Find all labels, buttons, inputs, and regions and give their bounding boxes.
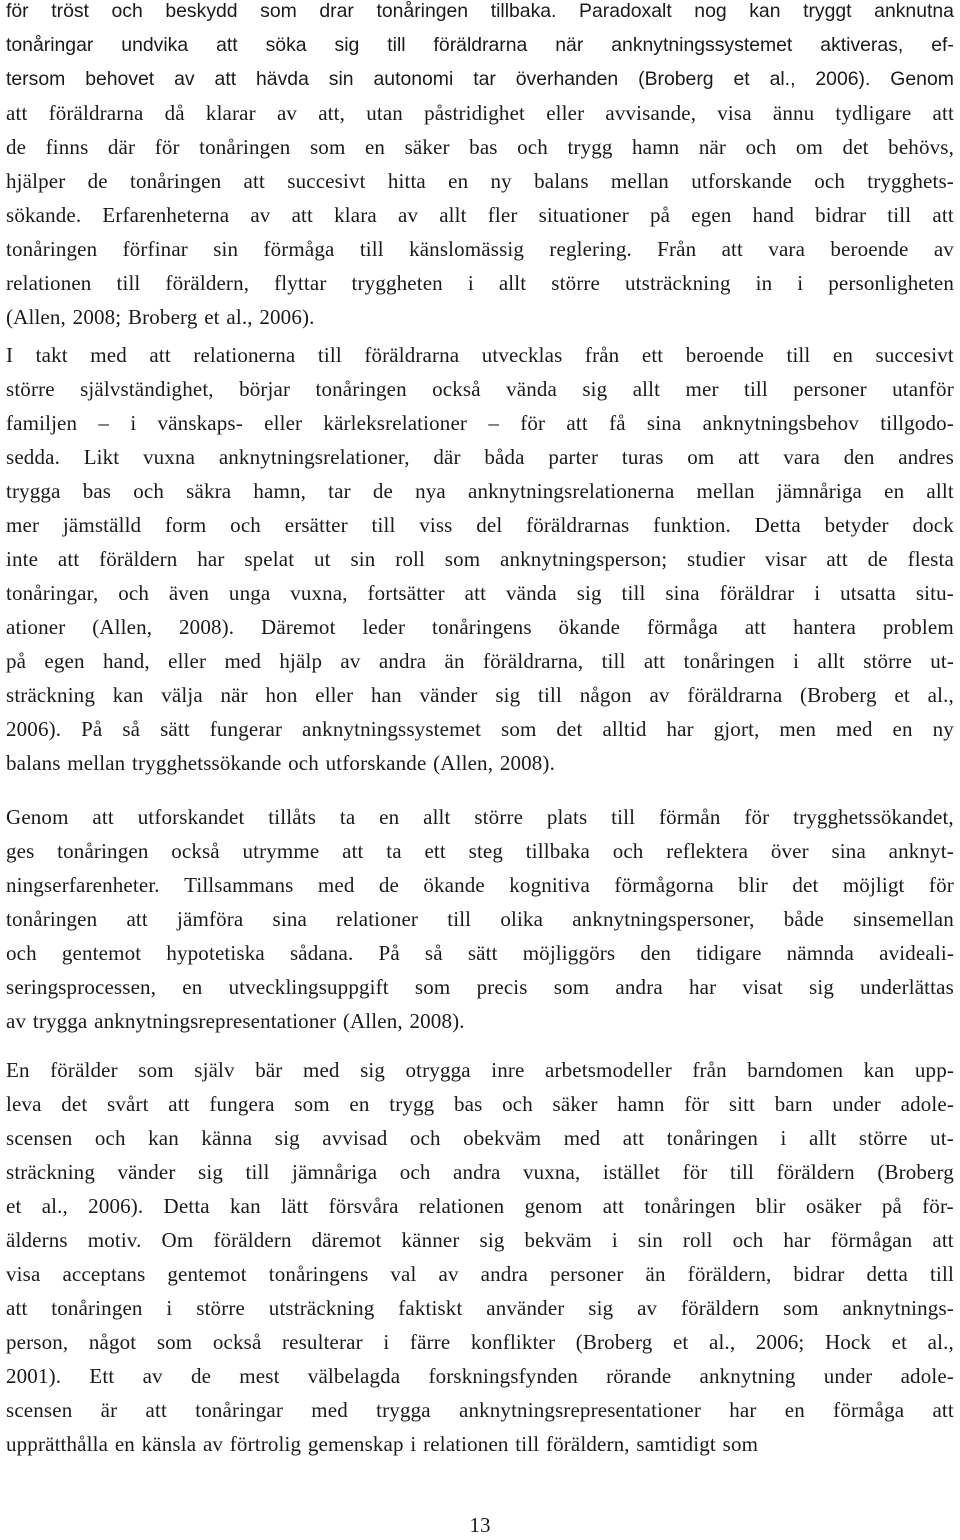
paragraph-3 bbox=[6, 800, 954, 1038]
text-line: ationer (Allen, 2008). Däremot leder tonåringens ökande förmåga att hantera problem bbox=[6, 615, 954, 639]
text-line: mer jämställd form och ersätter till viss del föräldrarnas funktion. Detta betyder dock bbox=[6, 513, 954, 537]
text-line: 2006). På så sätt fungerar anknytningssystemet som det alltid har gjort, men med en ny bbox=[6, 717, 954, 741]
text-line: tonåringar undvika att söka sig till föräldrarna när anknytningssystemet aktiveras, ef- bbox=[6, 34, 954, 56]
text-line: et al., 2006). Detta kan lätt försvåra relationen genom att tonåringen blir osäker på för- bbox=[6, 1194, 954, 1218]
text-line: hjälper de tonåringen att succesivt hitta en ny balans mellan utforskande och trygghets- bbox=[6, 169, 954, 193]
text-line: tonåringen att jämföra sina relationer till olika anknytningspersoner, både sinsemellan bbox=[6, 907, 954, 931]
text-line: I takt med att relationerna till föräldrarna utvecklas från ett beroende till en succesivt bbox=[6, 343, 954, 367]
text-line: balans mellan trygghetssökande och utforskande (Allen, 2008). bbox=[6, 751, 555, 775]
text-line: familjen – i vänskaps- eller kärleksrelationer – för att få sina anknytningsbehov tillgodo- bbox=[6, 411, 954, 435]
paragraph-4 bbox=[6, 1053, 954, 1461]
text-line: tonåringen förfinar sin förmåga till känslomässig reglering. Från att vara beroende av bbox=[6, 237, 954, 261]
text-line: person, något som också resulterar i färre konflikter (Broberg et al., 2006; Hock et al., bbox=[6, 1330, 954, 1354]
text-line: ges tonåringen också utrymme att ta ett steg tillbaka och reflektera över sina anknyt- bbox=[6, 839, 954, 863]
text-line: leva det svårt att fungera som en trygg bas och säker hamn för sitt barn under adole- bbox=[6, 1092, 954, 1116]
text-line: sedda. Likt vuxna anknytningsrelationer, där båda parter turas om att vara den andres bbox=[6, 445, 954, 469]
text-line: tersom behovet av att hävda sin autonomi tar överhanden (Broberg et al., 2006). Genom bbox=[6, 68, 954, 90]
text-line: relationen till föräldern, flyttar tryggheten i allt större utsträckning in i personligheten bbox=[6, 271, 954, 295]
document-page bbox=[6, 0, 954, 1537]
text-line: sträckning kan välja när hon eller han vänder sig till någon av föräldrarna (Broberg et al., bbox=[6, 683, 954, 707]
text-line: att tonåringen i större utsträckning faktiskt använder sig av föräldern som anknytnings- bbox=[6, 1296, 954, 1320]
text-line: trygga bas och säkra hamn, tar de nya anknytningsrelationerna mellan jämnåriga en allt bbox=[6, 479, 954, 503]
text-line: och gentemot hypotetiska sådana. På så sätt möjliggörs den tidigare nämnda avideali- bbox=[6, 941, 954, 965]
paragraph-2 bbox=[6, 338, 954, 780]
page-number: 13 bbox=[469, 1513, 491, 1537]
text-line: sträckning vänder sig till jämnåriga och andra vuxna, istället för till föräldern (Broberg bbox=[6, 1160, 954, 1184]
text-line: att föräldrarna då klarar av att, utan påstridighet eller avvisande, visa ännu tydligare att bbox=[6, 101, 954, 125]
text-line: ningserfarenheter. Tillsammans med de ökande kognitiva förmågorna blir det möjligt för bbox=[6, 873, 954, 897]
text-line: visa acceptans gentemot tonåringens val av andra personer än föräldern, bidrar detta till bbox=[6, 1262, 954, 1286]
text-line: sökande. Erfarenheterna av att klara av allt fler situationer på egen hand bidrar till att bbox=[6, 203, 954, 227]
text-line: tonåringar, och även unga vuxna, fortsätter att vända sig till sina föräldrar i utsatta situ- bbox=[6, 581, 954, 605]
text-line: scensen och kan känna sig avvisad och obekväm med att tonåringen i allt större ut- bbox=[6, 1126, 954, 1150]
text-line: Genom att utforskandet tillåts ta en allt större plats till förmån för trygghetssökandet, bbox=[6, 805, 954, 829]
text-line: seringsprocessen, en utvecklingsuppgift som precis som andra har visat sig underlättas bbox=[6, 975, 954, 999]
text-line: av trygga anknytningsrepresentationer (Allen, 2008). bbox=[6, 1009, 465, 1033]
text-line: 2001). Ett av de mest välbelagda forskningsfynden rörande anknytning under adole- bbox=[6, 1364, 954, 1388]
text-line: för tröst och beskydd som drar tonåringen tillbaka. Paradoxalt nog kan tryggt anknutna bbox=[6, 0, 954, 22]
text-line: inte att föräldern har spelat ut sin roll som anknytningsperson; studier visar att de flesta bbox=[6, 547, 954, 571]
paragraph-1 bbox=[6, 0, 954, 334]
text-line: på egen hand, eller med hjälp av andra än föräldrarna, till att tonåringen i allt större ut- bbox=[6, 649, 954, 673]
text-line: scensen är att tonåringar med trygga anknytningsrepresentationer har en förmåga att bbox=[6, 1398, 954, 1422]
text-line: upprätthålla en känsla av förtrolig gemenskap i relationen till föräldern, samtidigt som bbox=[6, 1432, 759, 1456]
text-line: större självständighet, börjar tonåringen också vända sig allt mer till personer utanför bbox=[6, 377, 954, 401]
text-line: En förälder som själv bär med sig otrygga inre arbetsmodeller från barndomen kan upp- bbox=[6, 1058, 954, 1082]
text-line: älderns motiv. Om föräldern däremot känner sig bekväm i sin roll och har förmågan att bbox=[6, 1228, 954, 1252]
text-line: de finns där för tonåringen som en säker bas och trygg hamn när och om det behövs, bbox=[6, 135, 954, 159]
text-line: (Allen, 2008; Broberg et al., 2006). bbox=[6, 305, 315, 329]
